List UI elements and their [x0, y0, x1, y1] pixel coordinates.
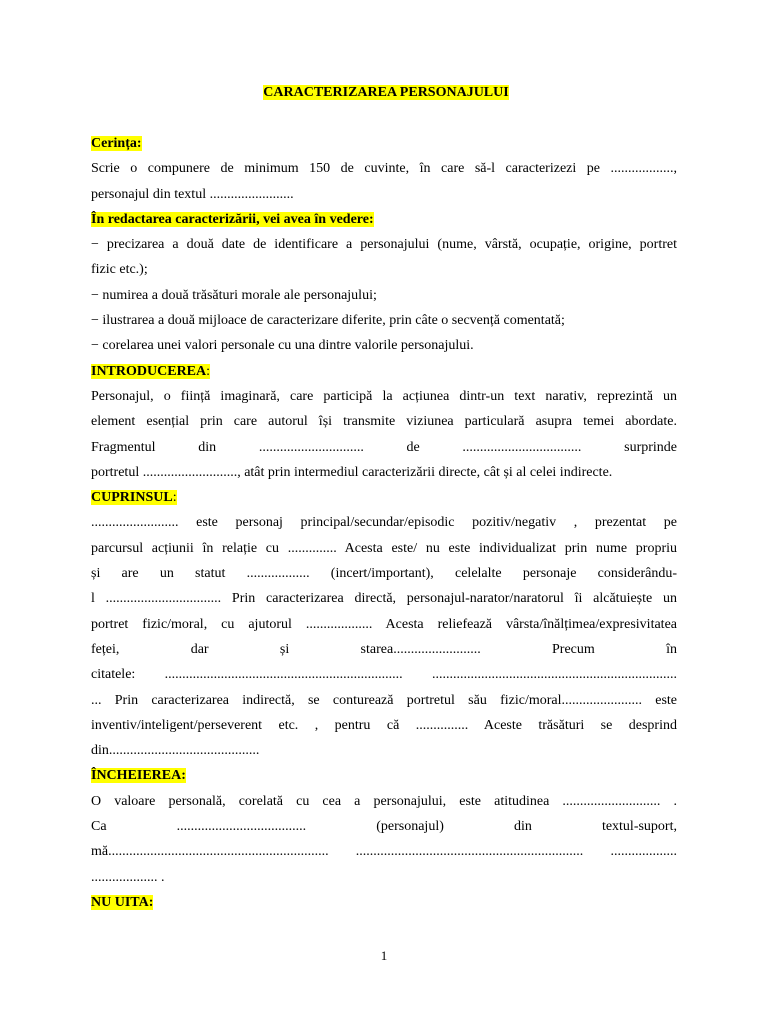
incheiere-line: O valoare personală, corelată cu cea a personajului, este atitudinea ............................ . — [91, 793, 677, 809]
intro-line: element esențial prin care autorul își transmite viziunea particulară asupra temei abordate. — [91, 414, 677, 430]
bullet-line: − precizarea a două date de identificare a personajului (nume, vârstă, ocupație, origine, portret — [91, 237, 677, 253]
incheiere-line: mă............................................................... ................................................................. ................... — [91, 844, 677, 860]
intro-heading-row — [91, 359, 677, 384]
cuprins-line: feței, dar și starea......................... Precum în — [91, 641, 677, 657]
cuprins-line: citatele: .................................................................... ...................................................................... — [91, 667, 677, 683]
cuprins-line: ... Prin caracterizarea indirectă, se conturează portretul său fizic/moral....................... este — [91, 692, 677, 708]
cuprins-line: din........................................... — [91, 743, 260, 759]
document-body — [91, 85, 677, 915]
nu-uita-heading: NU UITA: — [91, 894, 154, 910]
cuprins-line: și are un statut .................. (incert/important), celelalte personaje considerându- — [91, 566, 677, 582]
redactare-heading-row — [91, 207, 677, 232]
incheiere-heading: ÎNCHEIEREA: — [91, 768, 186, 784]
nu-uita-heading-row — [91, 890, 677, 915]
cuprins-heading-row — [91, 485, 677, 510]
cuprins-line: inventiv/inteligent/perseverent etc. , pentru că ............... Aceste trăsături se desprind — [91, 717, 677, 733]
cuprins-line: l ................................. Prin caracterizarea directă, personajul-narator/naratorul îi alcătuiește un — [91, 591, 677, 607]
intro-line: portretul ..........................., atât prin intermediul caracterizării directe, cât și al celei indirecte. — [91, 464, 613, 480]
intro-line: Personajul, o ființă imaginară, care participă la acțiunea dintr-un text narativ, reprezintă un — [91, 388, 677, 404]
cuprins-line: parcursul acțiunii în relație cu .............. Acesta este/ nu este individualizat prin nume propriu — [91, 540, 677, 556]
cuprins-colon: : — [172, 490, 177, 506]
redactare-heading: În redactarea caracterizării, vei avea în vedere: — [91, 211, 374, 227]
page-number: 1 — [380, 948, 388, 963]
bullet-line: − ilustrarea a două mijloace de caracterizare diferite, prin câte o secvență comentată; — [91, 313, 565, 329]
cuprins-line: portret fizic/moral, cu ajutorul ................... Acesta reliefează vârsta/înălțimea/expresivitatea — [91, 616, 677, 632]
cuprins-heading: CUPRINSUL — [91, 490, 173, 506]
title-block — [95, 85, 677, 101]
incheiere-line: ................... . — [91, 869, 165, 885]
intro-colon: : — [206, 363, 211, 379]
intro-heading: INTRODUCEREA — [91, 363, 207, 379]
bullet-line: − numirea a două trăsături morale ale personajului; — [91, 287, 377, 303]
bullet-line: − corelarea unei valori personale cu una dintre valorile personajului. — [91, 338, 474, 354]
cerinta-heading: Cerința: — [91, 136, 142, 151]
intro-line: Fragmentul din .............................. de .................................. surprinde — [91, 439, 677, 455]
bullet-line: fizic etc.); — [91, 262, 148, 278]
cuprins-line: ......................... este personaj principal/secundar/episodic pozitiv/negativ , prezentat pe — [91, 515, 677, 531]
cerinta-heading-row — [91, 131, 677, 156]
incheiere-heading-row — [91, 763, 677, 788]
incheiere-line: Ca ..................................... (personajul) din textul-suport, — [91, 819, 677, 835]
cerinta-line: personajul din textul ........................ — [91, 186, 294, 202]
document-title: CARACTERIZAREA PERSONAJULUI — [263, 85, 509, 100]
cerinta-line: Scrie o compunere de minimum 150 de cuvinte, în care să-l caracterizezi pe .................., — [91, 161, 677, 177]
